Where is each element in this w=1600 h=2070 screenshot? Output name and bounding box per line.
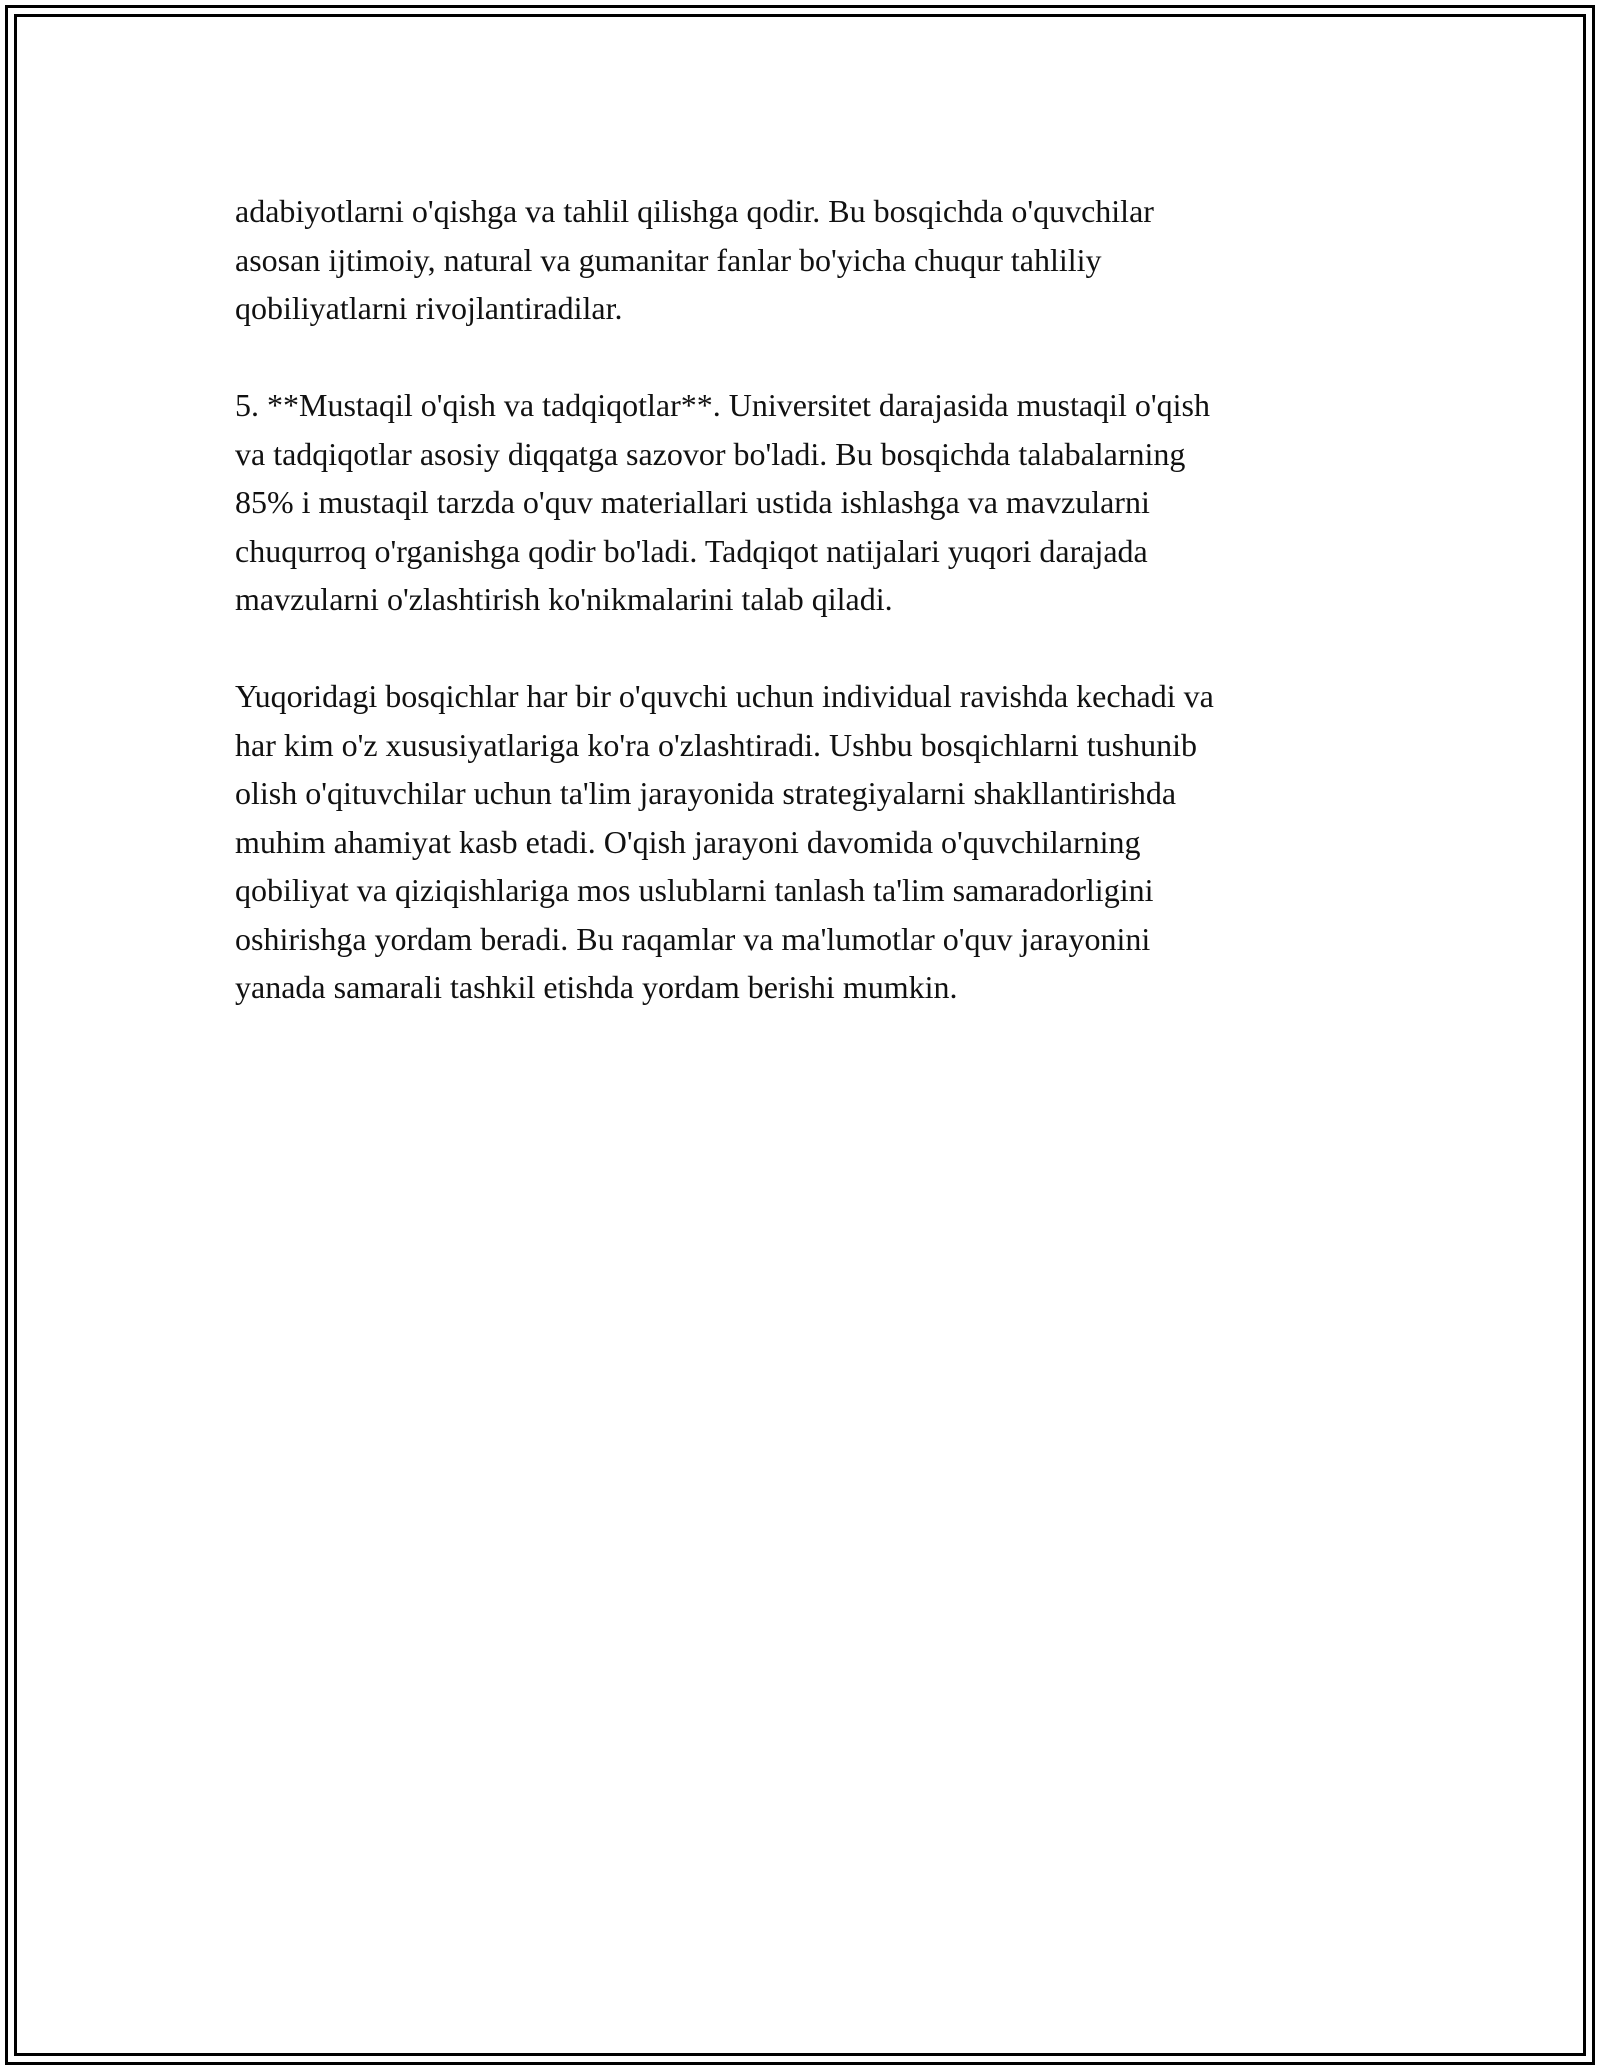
paragraph-conclusion: Yuqoridagi bosqichlar har bir o'quvchi uchun individual ravishda kechadi va har kim o'z xususiyatlariga ko'ra o'zlashtiradi. Ushbu bosqichlarni tushunib olish o'qituvchilar uchun ta'lim jarayonida strategiyalarni shakllantirishda muhim ahamiyat kasb etadi. O'qish jarayoni davomida o'quvchilarning qobiliyat va qiziqishlariga mos uslublarni tanlash ta'lim samaradorligini oshirishga yordam beradi. Bu raqamlar va ma'lumotlar o'quv jarayonini yanada samarali tashkil etishda yordam berishi mumkin. — [235, 678, 1214, 1005]
paragraph-independent-study: 5. **Mustaqil o'qish va tadqiqotlar**. Universitet darajasida mustaqil o'qish va tadqiqotlar asosiy diqqatga sazovor bo'ladi. Bu bosqichda talabalarning 85% i mustaqil tarzda o'quv materiallari ustida ishlashga va mavzularni chuqurroq o'rganishga qodir bo'ladi. Tadqiqot natijalari yuqori darajada mavzularni o'zlashtirish ko'nikmalarini talab qiladi. — [235, 387, 1210, 617]
paragraph-continuation: adabiyotlarni o'qishga va tahlil qilishga qodir. Bu bosqichda o'quvchilar asosan ijtimoiy, natural va gumanitar fanlar bo'yicha chuqur tahliliy qobiliyatlarni rivojlantiradilar. — [235, 193, 1154, 326]
document-body — [235, 187, 1365, 1060]
